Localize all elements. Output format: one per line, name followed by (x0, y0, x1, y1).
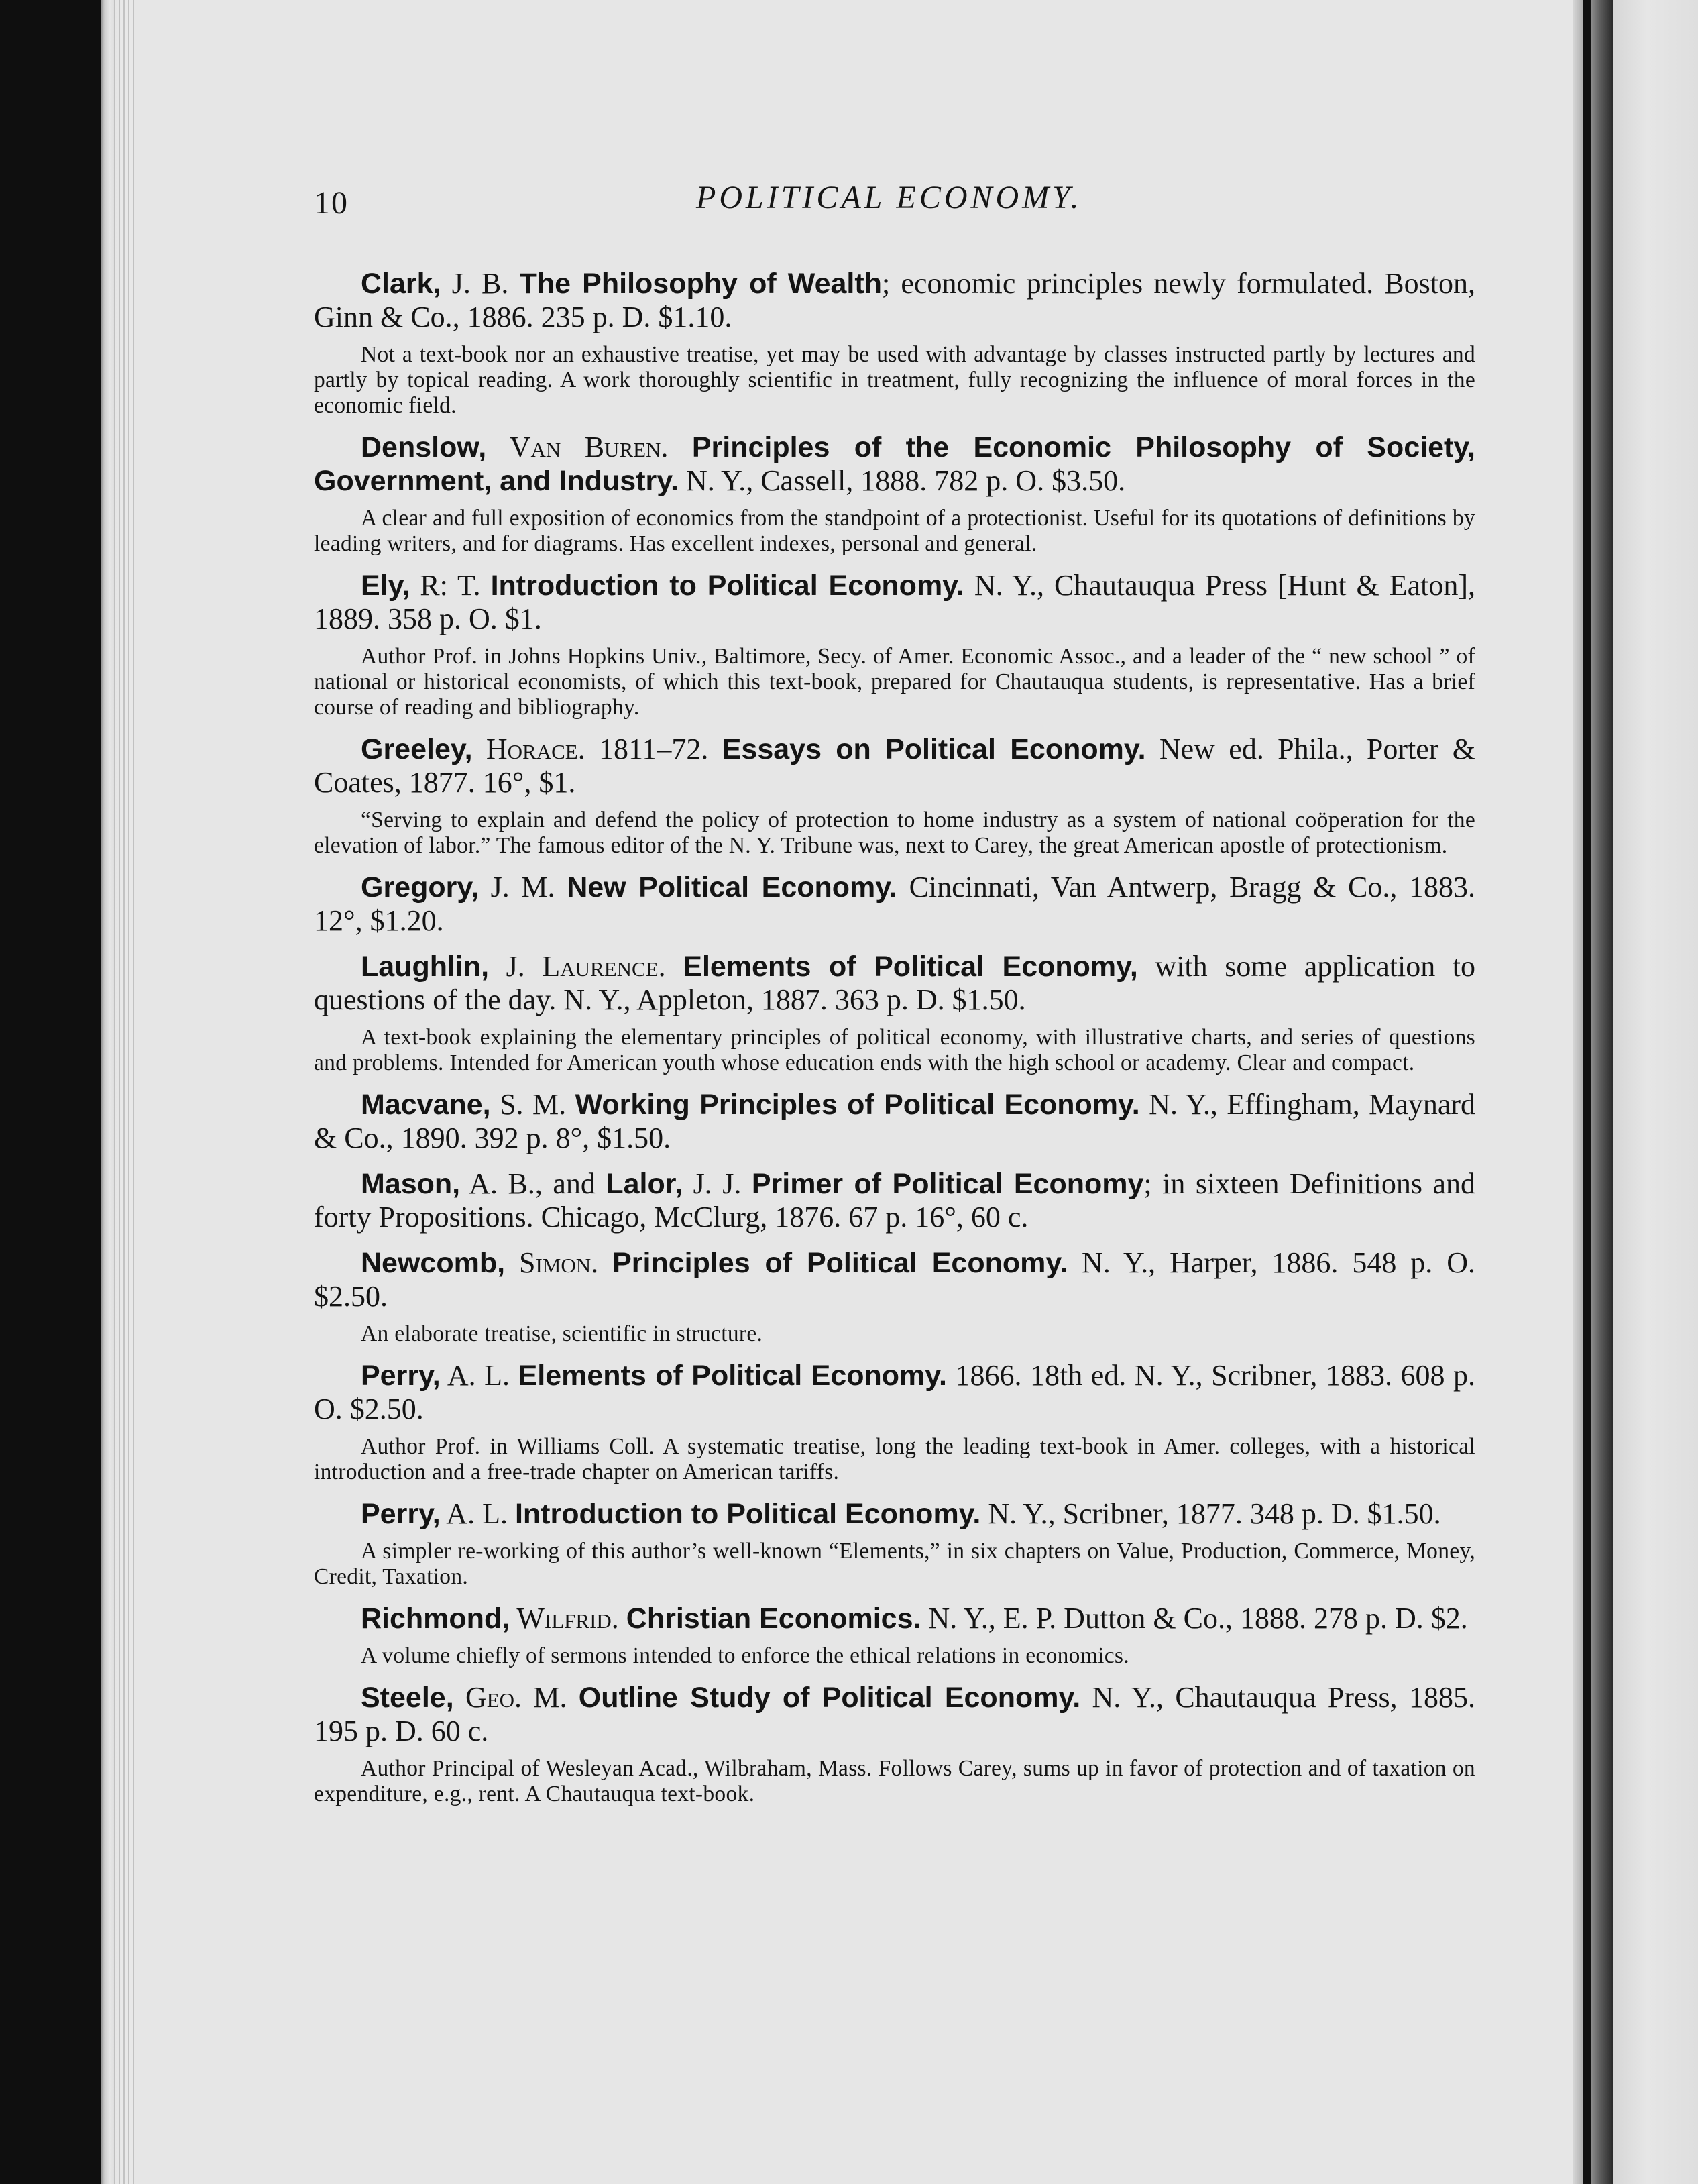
imprint: N. Y., Cassell, 1888. 782 p. O. $3.50. (678, 464, 1126, 497)
bibliography-list (314, 267, 1475, 1819)
author-forename: J. M. (479, 871, 555, 904)
imprint: N. Y., Chautauqua Press, 1885. 195 p. D. 60 c. (314, 1681, 1475, 1747)
entry-annotation: Not a text-book nor an exhaustive treatise, yet may be used with advantage by classes instructed partly by lectures and partly by topical reading. A work thoroughly scientific in treatment, fully recognizing the influence of moral forces in the economic field. (314, 342, 1475, 418)
book-title: Outline Study of Political Economy. (578, 1682, 1081, 1714)
entry-annotation: “Serving to explain and defend the policy of protection to home industry as a system of national coöperation for the elevation of labor.” The famous editor of the N. Y. Tribune was, next to Carey, the great American apostle of protectionism. (314, 808, 1475, 858)
bibliography-entry (314, 732, 1475, 859)
gutter-shadow (1573, 0, 1613, 2184)
bibliography-entry (314, 1497, 1475, 1590)
book-title: The Philosophy of Wealth (519, 268, 882, 300)
entry-annotation: A clear and full exposition of economics from the standpoint of a protectionist. Useful for its quotations of definitions by leading writers, and for diagrams. Has excellent indexes, personal and general. (314, 506, 1475, 556)
imprint: N. Y., Scribner, 1877. 348 p. D. $1.50. (980, 1497, 1441, 1530)
page-number: 10 (314, 185, 349, 221)
bibliography-entry (314, 1681, 1475, 1807)
book-title: Elements of Political Economy, (683, 950, 1138, 983)
author-surname: Macvane, (361, 1089, 491, 1121)
author-surname: Denslow, (361, 431, 487, 463)
author-surname: Perry, (361, 1498, 441, 1530)
author-forename: Geo. M. (453, 1681, 567, 1714)
imprint: ; economic principles newly formulated. Boston, Ginn & Co., 1886. 235 p. D. $1.10. (314, 267, 1475, 333)
bibliography-entry (314, 267, 1475, 419)
imprint: 1866. 18th ed. N. Y., Scribner, 1883. 608 p. O. $2.50. (314, 1359, 1476, 1425)
book-title: Essays on Political Economy. (722, 733, 1146, 765)
book-title: Principles of Political Economy. (612, 1247, 1068, 1279)
entry-annotation: A volume chiefly of sermons intended to enforce the ethical relations in economics. (361, 1643, 1129, 1668)
author-forename: J. B. (441, 267, 509, 300)
author-forename-second: J. J. (683, 1167, 742, 1200)
entry-annotation: Author Principal of Wesleyan Acad., Wilbraham, Mass. Follows Carey, sums up in favor of protection and of taxation on expenditure, e.g., rent. A Chautauqua text-book. (314, 1756, 1475, 1806)
author-forename: Van Buren. (486, 431, 669, 463)
entry-citation (314, 950, 1475, 1017)
author-surname-second: Lalor, (606, 1168, 683, 1200)
entry-annotation: A text-book explaining the elementary principles of political economy, with illustrative charts, and series of questions and problems. Intended for American youth whose education ends with the high school or academy. Clear and compact. (314, 1025, 1475, 1075)
entry-citation (314, 431, 1475, 498)
bibliography-entry (314, 1359, 1475, 1485)
author-forename: A. B., and (460, 1167, 606, 1200)
entry-citation (314, 732, 1475, 800)
page-header (314, 178, 1467, 225)
imprint: N. Y., E. P. Dutton & Co., 1888. 278 p. D. $2. (921, 1602, 1468, 1635)
imprint: ; in sixteen Definitions and forty Propositions. Chicago, McClurg, 1876. 67 p. 16°, 60 c. (314, 1167, 1476, 1234)
book-title: Primer of Political Economy (751, 1168, 1144, 1200)
author-dates: 1811–72. (585, 732, 709, 765)
author-surname: Mason, (361, 1168, 461, 1200)
book-title: Working Principles of Political Economy. (575, 1089, 1140, 1121)
entry-citation (314, 1167, 1475, 1234)
author-surname: Richmond, (361, 1602, 510, 1635)
bibliography-entry (314, 871, 1475, 938)
author-forename: A. L. (440, 1497, 508, 1530)
bibliography-entry (314, 1088, 1475, 1155)
author-forename: Horace. (472, 732, 585, 765)
entry-citation (314, 1681, 1475, 1748)
entry-annotation: A simpler re-working of this author’s well-known “Elements,” in six chapters on Value, Production, Commerce, Money, Credit, Taxation. (314, 1539, 1475, 1589)
author-surname: Gregory, (361, 871, 479, 904)
entry-citation (314, 267, 1475, 334)
book-title: New Political Economy. (567, 871, 897, 904)
book-title: Principles of the Economic Philosophy of Society, Government, and Industry. (314, 431, 1475, 497)
book-title: Introduction to Political Economy. (514, 1498, 981, 1530)
author-forename: J. Laurence. (489, 950, 666, 983)
author-surname: Clark, (361, 268, 441, 300)
entry-citation (314, 1602, 1475, 1635)
running-head: POLITICAL ECONOMY. (696, 180, 1082, 215)
author-forename: S. M. (490, 1088, 567, 1121)
entry-annotation: Author Prof. in Johns Hopkins Univ., Baltimore, Secy. of Amer. Economic Assoc., and a leader of the “ new school ” of national or historical economists, of which this text-book, prepared for Chautauqua students, is representative. Has a brief course of reading and bibliography. (314, 644, 1475, 720)
author-forename: Simon. (505, 1246, 599, 1279)
imprint: with some application to questions of the day. N. Y., Appleton, 1887. 363 p. D. $1.50. (314, 950, 1476, 1016)
entry-citation (314, 1246, 1475, 1313)
imprint: N. Y., Harper, 1886. 548 p. O. $2.50. (314, 1246, 1476, 1313)
author-forename: Wilfrid. (510, 1602, 619, 1635)
author-surname: Newcomb, (361, 1247, 506, 1279)
imprint: N. Y., Effingham, Maynard & Co., 1890. 392 p. 8°, $1.50. (314, 1088, 1475, 1154)
imprint: Cincinnati, Van Antwerp, Bragg & Co., 1883. 12°, $1.20. (314, 871, 1475, 937)
author-forename: R: T. (410, 569, 481, 602)
binding-shadow (1583, 0, 1591, 2184)
bibliography-entry (314, 950, 1475, 1076)
entry-citation (314, 1088, 1475, 1155)
entry-citation (314, 569, 1475, 636)
entry-citation (314, 1359, 1475, 1426)
bibliography-entry (314, 431, 1475, 557)
author-surname: Steele, (361, 1682, 454, 1714)
bibliography-entry (314, 1246, 1475, 1347)
author-forename: A. L. (440, 1359, 510, 1392)
book-title: Introduction to Political Economy. (490, 569, 964, 602)
facing-page-edge (1613, 0, 1698, 2184)
bibliography-entry (314, 569, 1475, 720)
bibliography-entry (314, 1167, 1475, 1234)
entry-annotation: An elaborate treatise, scientific in structure. (361, 1321, 763, 1346)
imprint: N. Y., Chautauqua Press [Hunt & Eaton], 1889. 358 p. O. $1. (314, 569, 1476, 635)
author-surname: Laughlin, (361, 950, 490, 983)
author-surname: Perry, (361, 1360, 441, 1392)
author-surname: Greeley, (361, 733, 473, 765)
entry-citation (314, 871, 1475, 938)
imprint: New ed. Phila., Porter & Coates, 1877. 16°, $1. (314, 732, 1475, 799)
entry-citation (314, 1497, 1475, 1531)
bibliography-entry (314, 1602, 1475, 1669)
entry-annotation: Author Prof. in Williams Coll. A systematic treatise, long the leading text-book in Amer. colleges, with a historical introduction and a free-trade chapter on American tariffs. (314, 1434, 1475, 1484)
author-surname: Ely, (361, 569, 410, 602)
book-title: Christian Economics. (626, 1602, 921, 1635)
book-title: Elements of Political Economy. (518, 1360, 947, 1392)
